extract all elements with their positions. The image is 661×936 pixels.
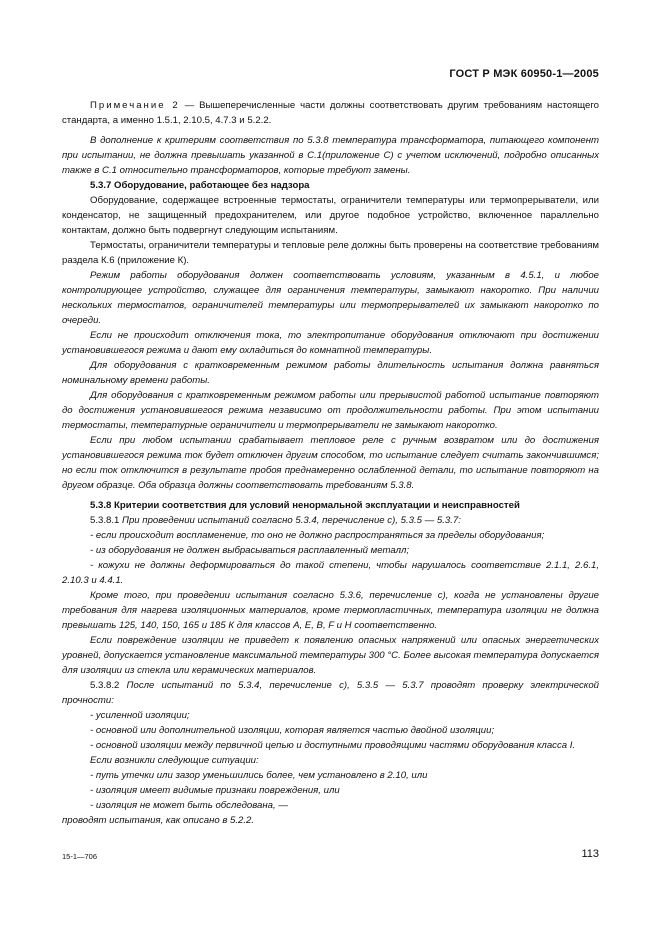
note-text: — Вышеперечисленные части должны соответствовать другим требованиям настоящего стандарта, а именно 1.5.1, 2.10.5, 4.7.3 и 5.2.2. [62,100,600,126]
paragraph-equipment-description: Оборудование, содержащее встроенные термостаты, ограничители температуры или термопрерыватели, или конденсатор, не защищенный предохранителем, или другое подобное устройство, включенное параллельно контактам, должно быть подвергнут следующим испытаниям. [62,195,599,236]
page-body [62,98,599,828]
paragraph-conclusion: проводят испытания, как описано в 5.2.2. [62,815,255,826]
section-heading-5-3-8: 5.3.8 Критерии соответствия для условий ненормальной эксплуатации и неисправностей [90,500,520,511]
paragraph-operating-mode: Режим работы оборудования должен соответствовать условиям, указанным в 4.5.1, и любое контролирующее устройство, служащее для ограничения температуры, замыкают накоротко. При наличии нескольких термостатов, ограничителей температуры или термопрерывателей их замыкают накоротко по очереди. [62,270,599,326]
paragraph-situations: Если возникли следующие ситуации: [90,755,259,766]
print-code: 15-1—706 [62,852,98,861]
note-paragraph [62,98,599,128]
paragraph-5-3-8-1 [62,513,599,528]
section-heading-5-3-7: 5.3.7 Оборудование, работающее без надзора [90,180,310,191]
clause-text: При проведении испытаний согласно 5.3.4, перечисление с), 5.3.5 — 5.3.7: [122,515,461,526]
list-item: - из оборудования не должен выбрасываться расплавленный металл; [90,545,410,556]
list-item: - основной или дополнительной изоляции, которая является частью двойной изоляции; [90,725,495,736]
clause-text: После испытаний по 5.3.4, перечисление с), 5.3.5 — 5.3.7 проводят проверку электрической прочности: [62,680,599,706]
paragraph-transformer-criteria: В дополнение к критериям соответствия по 5.3.8 температура трансформатора, питающего компонент при испытании, не должна превышать указанной в С.1(приложение С) с учетом исключений, подробно описанных также в С.1 относительно трансформаторов, которые требуют замены. [62,135,599,176]
paragraph-thermal-relay: Если при любом испытании срабатывает тепловое реле с ручным возвратом или до достижения установившегося режима ток будет отключен другим способом, то испытание следует считать закончившимся; но если ток отключится в результате пробоя преднамеренно ослабленной детали, то испытание повторяют на другом образце. Оба образца должны соответствовать требованиям 5.3.8. [62,435,599,491]
list-item: - если происходит воспламенение, то оно не должно распространяться за пределы оборудования; [90,530,545,541]
list-item: - усиленной изоляции; [90,710,190,721]
list-item: - изоляция не может быть обследована, — [90,800,288,811]
paragraph-intermittent-operation: Для оборудования с кратковременным режимом работы или прерывистой работой испытание повторяют до достижения установившегося режима независимо от продолжительности работы. При этом испытании термостаты, температурные ограничители и термопрерыватели не замыкают накоротко. [62,390,599,431]
paragraph-max-temperature: Если повреждение изоляции не приведет к появлению опасных напряжений или опасных энергетических уровней, допускается установление максимальной температуры 300 °С. Более высокая температура допускается для изоляции из стекла или керамических материалов. [62,635,599,676]
note-label: Примечание 2 [90,100,180,111]
clause-number: 5.3.8.1 [90,515,123,526]
list-item: - основной изоляции между первичной цепью и доступными проводящими частями оборудования класса I. [90,740,576,751]
page-number: 113 [581,848,599,860]
list-item: - кожухи не должны деформироваться до такой степени, чтобы нарушалось соответствие 2.1.1, 2.6.1, 2.10.3 и 4.4.1. [62,560,599,586]
paragraph-thermostats: Термостаты, ограничители температуры и тепловые реле должны быть проверены на соответствие требованиям раздела К.6 (приложение К). [62,240,599,266]
paragraph-current-cutoff: Если не происходит отключения тока, то электропитание оборудования отключают при достижении установившегося режима и дают ему охладиться до комнатной температуры. [62,330,599,356]
paragraph-insulation-temperature: Кроме того, при проведении испытания согласно 5.3.6, перечисление с), когда не установлены другие требования для нагрева изоляционных материалов, кроме термопластичных, температура изоляции не должна превышать 125, 140, 150, 165 и 185 К для классов А, Е, В, F и Н соответственно. [62,590,599,631]
paragraph-5-3-8-2 [62,678,599,708]
document-header: ГОСТ Р МЭК 60950-1—2005 [449,68,599,80]
list-item: - путь утечки или зазор уменьшились более, чем установлено в 2.10, или [90,770,428,781]
paragraph-short-time-duration: Для оборудования с кратковременным режимом работы длительность испытания должна равняться номинальному времени работы. [62,360,599,386]
clause-number: 5.3.8.2 [90,680,127,691]
list-item: - изоляция имеет видимые признаки повреждения, или [90,785,340,796]
